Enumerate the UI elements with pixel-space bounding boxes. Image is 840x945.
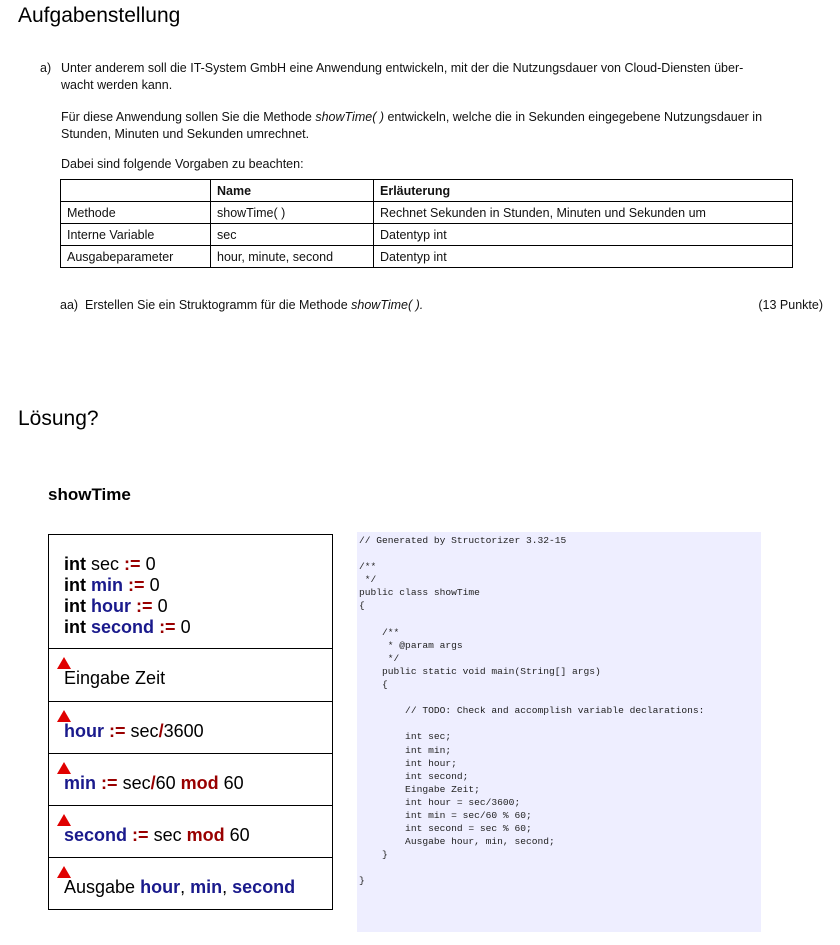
heading-aufgabenstellung: Aufgabenstellung xyxy=(18,4,181,27)
decl-line: int sec := 0 xyxy=(64,554,156,574)
table-header-row xyxy=(61,180,793,202)
table-cell: Methode xyxy=(61,202,211,224)
heading-loesung: Lösung? xyxy=(18,407,99,430)
table-row xyxy=(61,224,793,246)
task-label: a) xyxy=(40,61,52,75)
task-paragraph2-line2: Stunden, Minuten und Sekunden umrechnet. xyxy=(61,127,310,141)
structogram-title: showTime xyxy=(48,485,131,504)
subtask-label: aa) xyxy=(60,298,79,312)
structogram-block-second xyxy=(49,806,332,858)
subtask-aa xyxy=(60,298,823,312)
min-line: min := sec/60 mod 60 xyxy=(64,773,244,793)
table-header xyxy=(61,180,211,202)
structogram-block-min xyxy=(49,754,332,806)
generated-code: // Generated by Structorizer 3.32-15 /** */ public class showTime { /** * @param args */ public static void main(String[] args) { // TODO: Check and accomplish variable declarations: int sec; int min; int hour; int second; Eingabe Zeit; int hour = sec/3600; int min = sec/60 % 60; int second = sec % 60; Ausgabe hour, min, second; } } xyxy=(359,535,705,887)
task-paragraph3: Dabei sind folgende Vorgaben zu beachten: xyxy=(61,157,304,171)
table-cell: Ausgabeparameter xyxy=(61,246,211,268)
structogram xyxy=(48,534,333,910)
structogram-block-input xyxy=(49,649,332,702)
structogram-block-declarations xyxy=(49,535,332,649)
subtask-text: Erstellen Sie ein Struktogramm für die Methode showTime( ). xyxy=(85,298,424,312)
decl-line: int second := 0 xyxy=(64,617,191,637)
subtask-points: (13 Punkte) xyxy=(758,298,823,312)
generated-code-panel xyxy=(357,532,761,932)
structogram-block-output xyxy=(49,858,332,910)
table-cell: Datentyp int xyxy=(374,224,793,246)
spec-table xyxy=(60,179,793,268)
task-line1: Unter anderem soll die IT-System GmbH eine Anwendung entwickeln, mit der die Nutzungsdauer von Cloud-Diensten über- xyxy=(61,61,744,75)
task-line2: wacht werden kann. xyxy=(61,78,173,92)
table-row xyxy=(61,246,793,268)
decl-line: int hour := 0 xyxy=(64,596,168,616)
table-cell: Rechnet Sekunden in Stunden, Minuten und Sekunden um xyxy=(374,202,793,224)
table-header: Erläuterung xyxy=(374,180,793,202)
table-cell: showTime( ) xyxy=(211,202,374,224)
table-row xyxy=(61,202,793,224)
structogram-block-hour xyxy=(49,702,332,754)
table-header: Name xyxy=(211,180,374,202)
table-cell: Interne Variable xyxy=(61,224,211,246)
decl-line: int min := 0 xyxy=(64,575,160,595)
task-paragraph2: Für diese Anwendung sollen Sie die Methode showTime( ) entwickeln, welche die in Sekunden eingegebene Nutzungsdauer in xyxy=(61,110,763,124)
table-cell: sec xyxy=(211,224,374,246)
input-line: Eingabe Zeit xyxy=(64,668,166,688)
output-line: Ausgabe hour, min, second xyxy=(64,877,296,897)
table-cell: hour, minute, second xyxy=(211,246,374,268)
hour-line: hour := sec/3600 xyxy=(64,721,204,741)
second-line: second := sec mod 60 xyxy=(64,825,250,845)
table-cell: Datentyp int xyxy=(374,246,793,268)
